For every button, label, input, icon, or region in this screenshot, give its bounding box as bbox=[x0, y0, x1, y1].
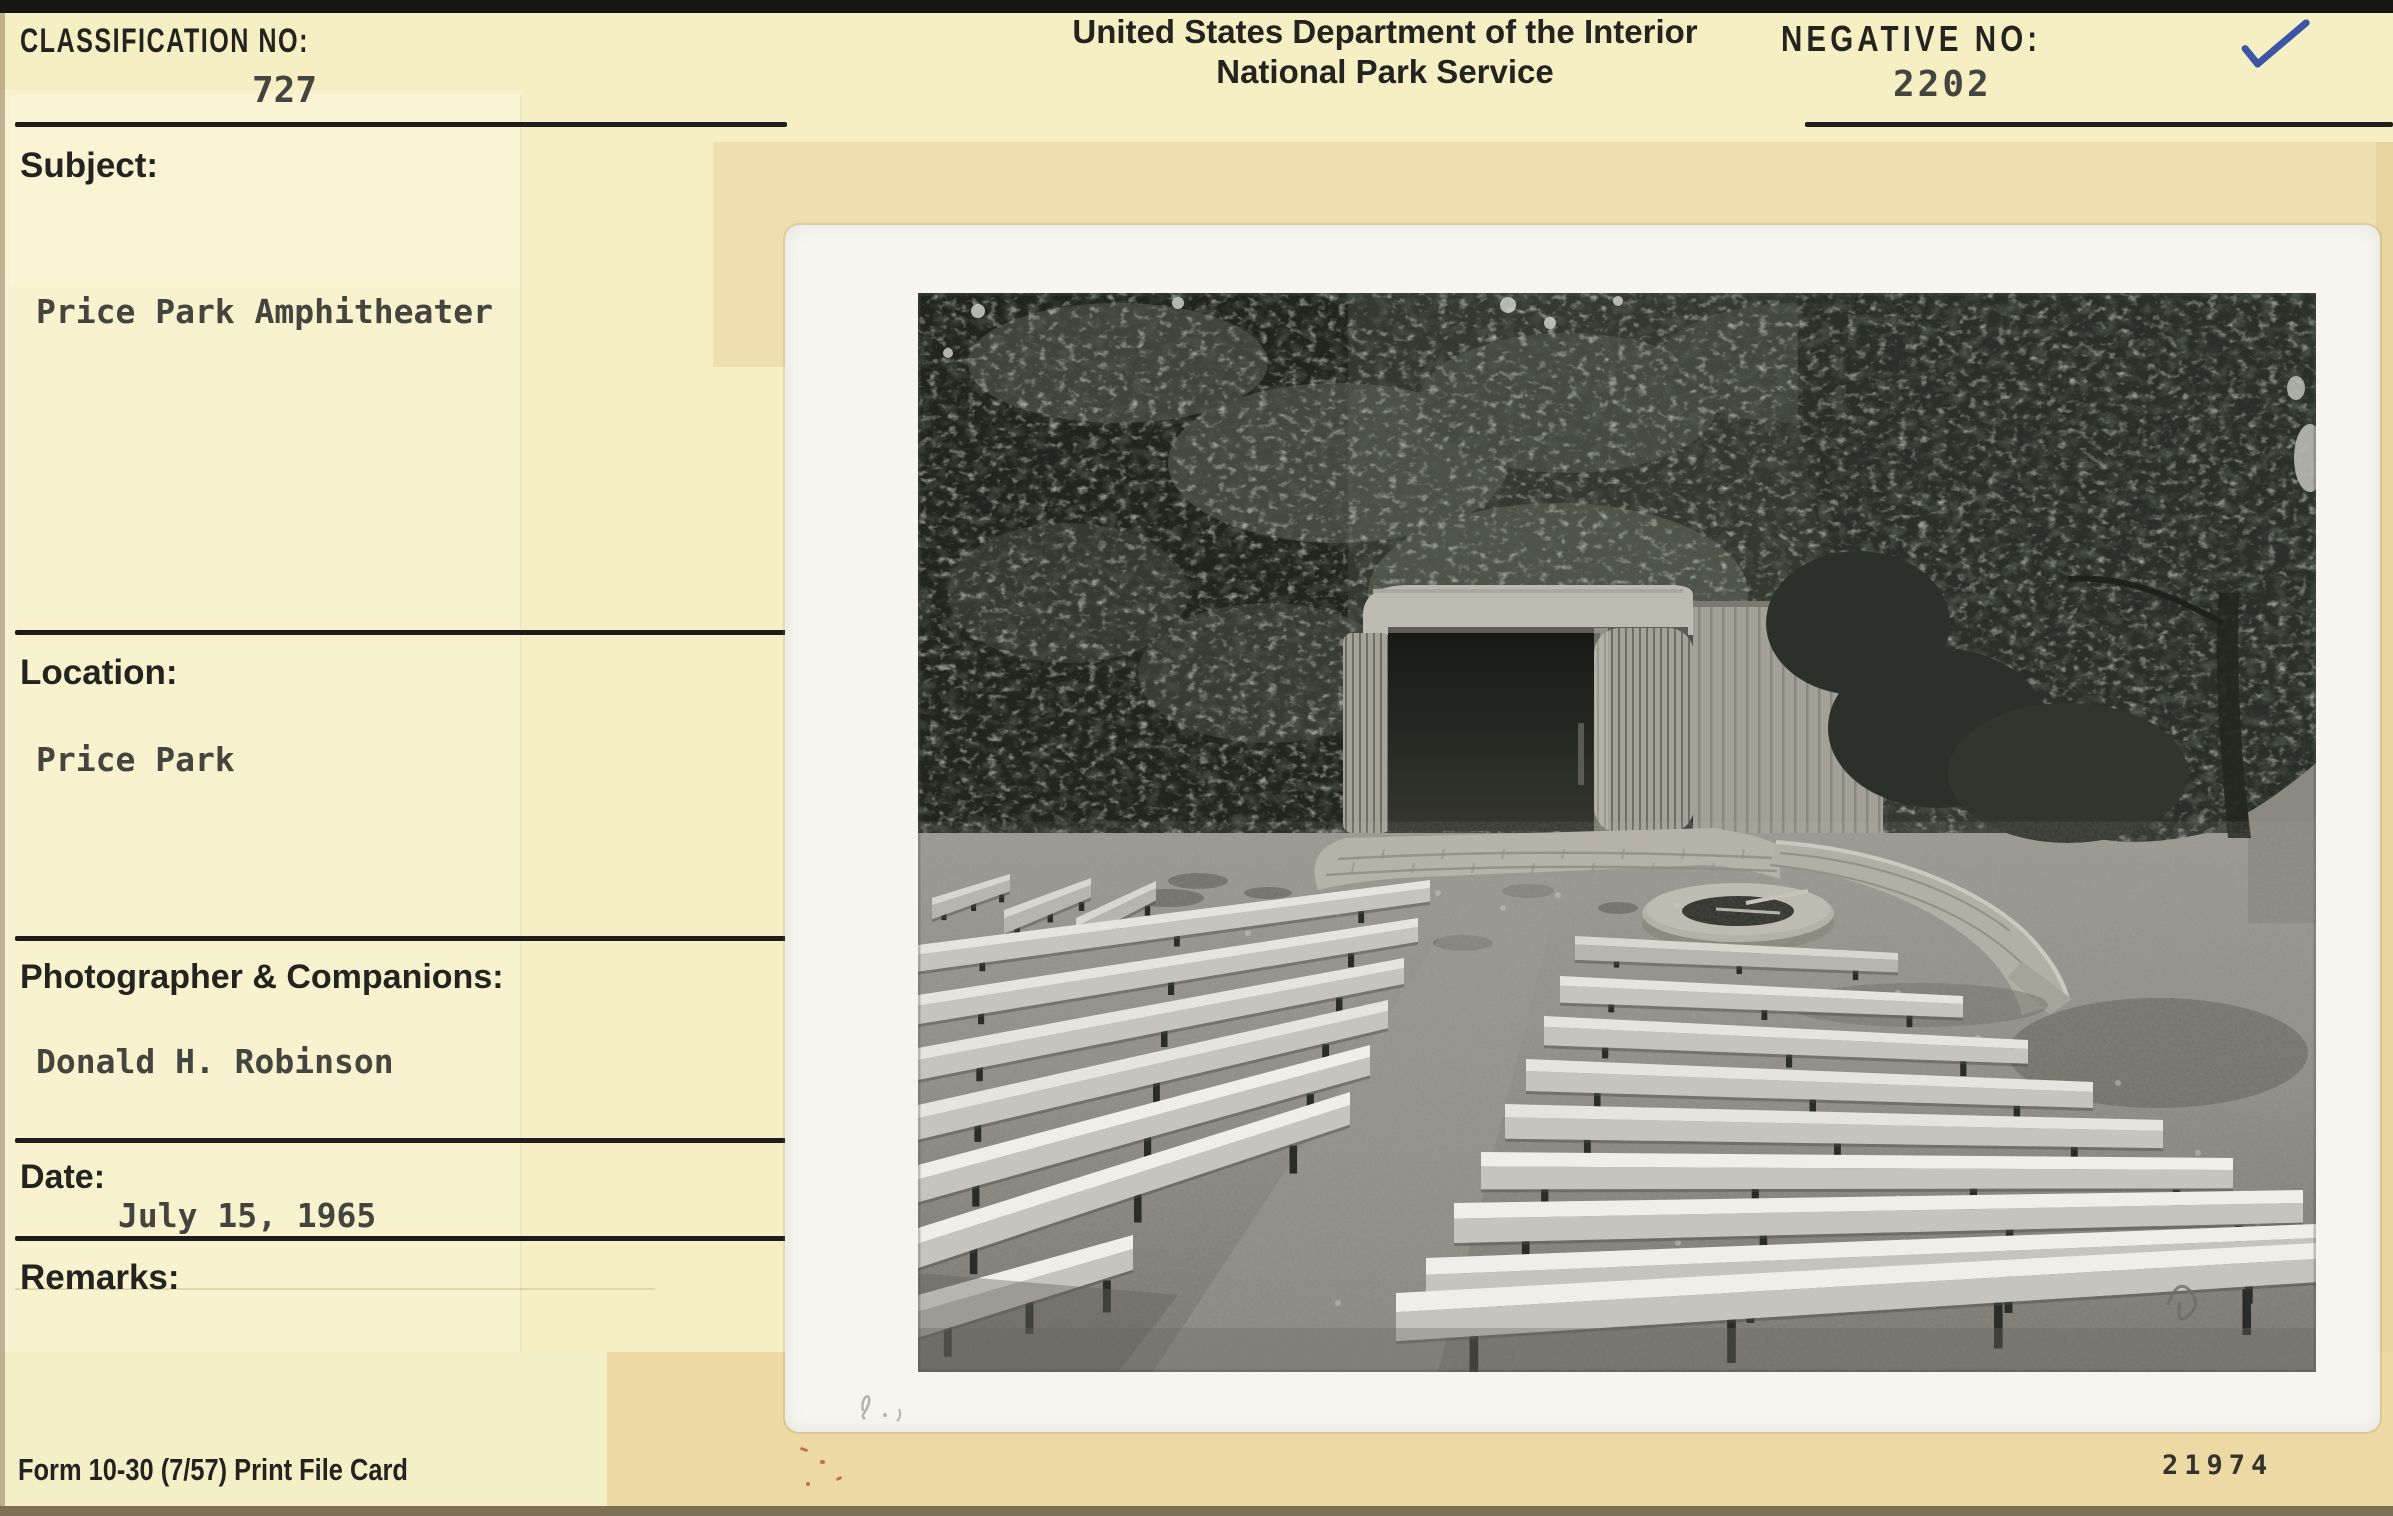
red-ink-speck bbox=[820, 1460, 825, 1464]
classification-rule bbox=[15, 122, 787, 127]
agency-line1: United States Department of the Interior bbox=[1072, 13, 1698, 50]
negative-rule bbox=[1805, 122, 2393, 127]
photographer-value: Donald H. Robinson bbox=[36, 1042, 394, 1081]
checkmark-icon bbox=[2238, 12, 2330, 76]
agency-header bbox=[975, 12, 1795, 92]
photo-print bbox=[785, 225, 2380, 1432]
negative-value: 2202 bbox=[1893, 64, 1992, 105]
border-pencil-marks bbox=[855, 1385, 935, 1425]
subject-label: Subject: bbox=[20, 146, 159, 185]
scan-left-edge bbox=[0, 13, 5, 1506]
photographer-section-rule bbox=[15, 936, 837, 941]
date-label: Date: bbox=[20, 1158, 106, 1196]
location-section-rule bbox=[15, 630, 820, 635]
scan-bottom-edge bbox=[0, 1506, 2393, 1516]
date-underline bbox=[15, 1236, 848, 1241]
form-number: Form 10-30 (7/57) Print File Card bbox=[18, 1452, 408, 1487]
red-ink-speck bbox=[806, 1482, 810, 1486]
location-value: Price Park bbox=[36, 740, 235, 779]
photo-image bbox=[918, 293, 2316, 1372]
photographer-label: Photographer & Companions: bbox=[20, 958, 504, 996]
negative-label: NEGATIVE NO: bbox=[1781, 18, 2042, 59]
tan-backing-top bbox=[713, 142, 2393, 234]
remarks-label: Remarks: bbox=[20, 1258, 180, 1297]
tan-backing-left-notch bbox=[713, 142, 788, 367]
card-crease bbox=[520, 95, 522, 1352]
date-value: July 15, 1965 bbox=[118, 1196, 377, 1235]
location-label: Location: bbox=[20, 653, 178, 692]
stamp-number: 21974 bbox=[2162, 1450, 2274, 1481]
classification-label: CLASSIFICATION NO: bbox=[20, 22, 309, 60]
agency-line2: National Park Service bbox=[1216, 53, 1554, 90]
classification-value: 727 bbox=[252, 70, 318, 111]
date-section-rule bbox=[15, 1138, 845, 1143]
subject-value: Price Park Amphitheater bbox=[36, 292, 493, 331]
